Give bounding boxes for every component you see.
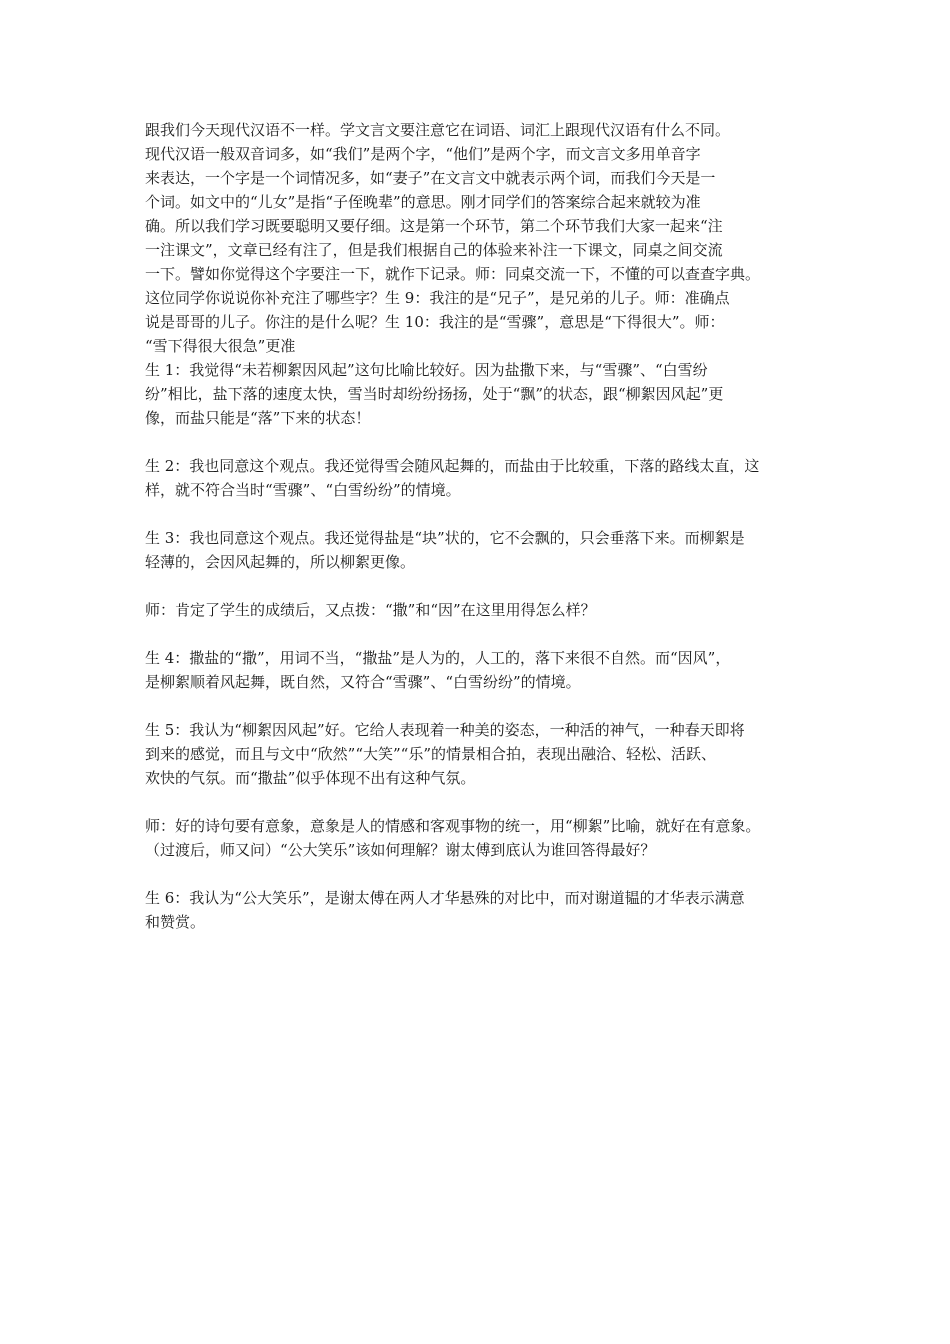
- text-line: 现代汉语一般双音词多，如“我们”是两个字，“他们”是两个字，而文言文多用单音字: [145, 145, 701, 163]
- document-body: [145, 118, 815, 934]
- text-line: 生 2：我也同意这个观点。我还觉得雪会随风起舞的，而盐由于比较重，下落的路线太直，这: [145, 457, 760, 475]
- text-line: 到来的感觉，而且与文中“欣然”“大笑”“乐”的情景相合拍，表现出融洽、轻松、活跃、: [145, 745, 717, 763]
- text-line: 样，就不符合当时“雪骤”、“白雪纷纷”的情境。: [145, 481, 461, 499]
- paragraph-student-6: [145, 886, 815, 934]
- text-line: 个词。如文中的“儿女”是指“子侄晚辈”的意思。刚才同学们的答案综合起来就较为准: [145, 193, 701, 211]
- text-line: 生 1：我觉得“未若柳絮因风起”这句比喻比较好。因为盐撒下来，与“雪骤”、“白雪纷: [145, 361, 708, 379]
- paragraph-teacher-2: [145, 814, 815, 862]
- paragraph-student-1: [145, 358, 815, 430]
- text-line: 跟我们今天现代汉语不一样。学文言文要注意它在词语、词汇上跟现代汉语有什么不同。: [145, 121, 731, 139]
- text-line: 是柳絮顺着风起舞，既自然，又符合“雪骤”、“白雪纷纷”的情境。: [145, 673, 581, 691]
- text-line: 一下。譬如你觉得这个字要注一下，就作下记录。师：同桌交流一下，不懂的可以查查字典。: [145, 265, 761, 283]
- text-line: 欢快的气氛。而“撒盐”似乎体现不出有这种气氛。: [145, 769, 476, 787]
- text-line: 这位同学你说说你补充注了哪些字？生 9：我注的是“兄子”，是兄弟的儿子。师：准确点: [145, 289, 730, 307]
- text-line: 一注课文”，文章已经有注了，但是我们根据自己的体验来补注一下课文，同桌之间交流: [145, 241, 723, 259]
- text-line: 生 5：我认为“柳絮因风起”好。它给人表现着一种美的姿态，一种活的神气，一种春天即将: [145, 721, 745, 739]
- paragraph-student-5: [145, 718, 815, 790]
- text-line: 说是哥哥的儿子。你注的是什么呢？生 10：我注的是“雪骤”，意思是“下得很大”。师：: [145, 313, 725, 331]
- text-line: 像，而盐只能是“落”下来的状态！: [145, 409, 371, 427]
- text-line: 和赞赏。: [145, 913, 206, 931]
- paragraph-student-2: [145, 454, 815, 502]
- text-line: 生 4：撒盐的“撒”，用词不当，“撒盐”是人为的，人工的，落下来很不自然。而“因风”，: [145, 649, 731, 667]
- text-line: 轻薄的，会因风起舞的，所以柳絮更像。: [145, 553, 416, 571]
- text-line: 生 6：我认为“公大笑乐”，是谢太傅在两人才华悬殊的对比中，而对谢道韫的才华表示满意: [145, 889, 745, 907]
- paragraph-student-3: [145, 526, 815, 574]
- text-line: 生 3：我也同意这个观点。我还觉得盐是“块”状的，它不会飘的，只会垂落下来。而柳絮是: [145, 529, 745, 547]
- text-line: “雪下得很大很急”更准: [145, 337, 296, 355]
- text-line: 来表达，一个字是一个词情况多，如“妻子”在文言文中就表示两个词，而我们今天是一: [145, 169, 716, 187]
- intro-paragraph: [145, 118, 815, 358]
- text-line: 纷”相比，盐下落的速度太快，雪当时却纷纷扬扬，处于“飘”的状态，跟“柳絮因风起”更: [145, 385, 724, 403]
- text-line: 师：好的诗句要有意象，意象是人的情感和客观事物的统一，用“柳絮”比喻，就好在有意象。: [145, 817, 761, 835]
- text-line: 师：肯定了学生的成绩后，又点拨：“撒”和“因”在这里用得怎么样？: [145, 601, 596, 619]
- paragraph-teacher-1: [145, 598, 815, 622]
- paragraph-student-4: [145, 646, 815, 694]
- text-line: 确。所以我们学习既要聪明又要仔细。这是第一个环节，第二个环节我们大家一起来“注: [145, 217, 723, 235]
- text-line: （过渡后，师又问）“公大笑乐”该如何理解？谢太傅到底认为谁回答得最好？: [145, 841, 656, 859]
